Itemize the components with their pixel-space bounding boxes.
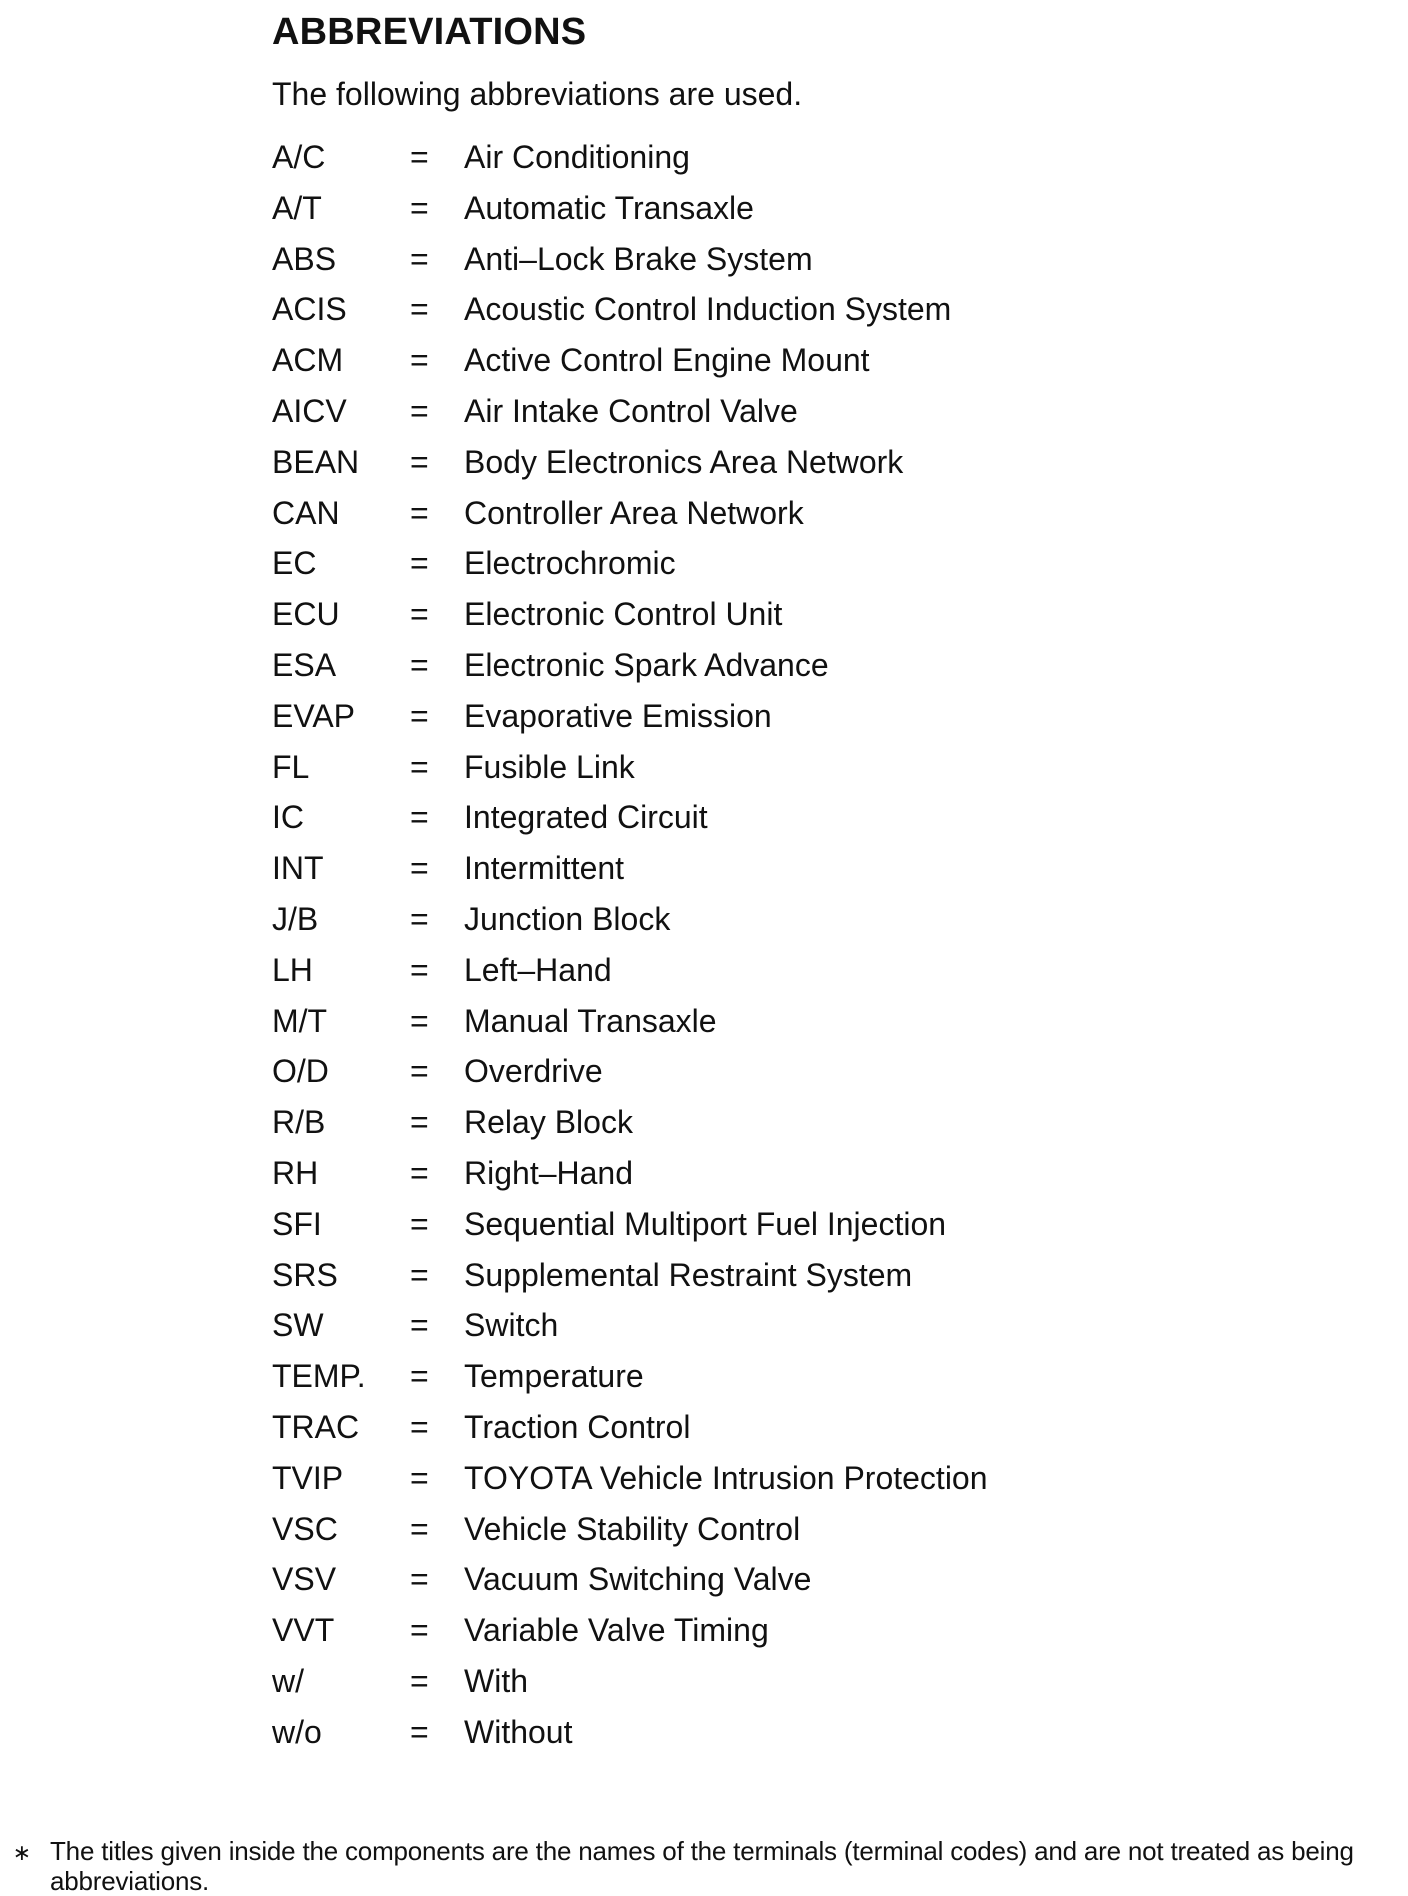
abbreviation-meaning: Manual Transaxle: [464, 1002, 717, 1039]
abbreviation-row: [272, 691, 1152, 742]
equals-sign: =: [410, 1053, 429, 1090]
equals-sign: =: [410, 1612, 429, 1649]
equals-sign: =: [410, 1510, 429, 1547]
abbreviation-meaning: Controller Area Network: [464, 494, 804, 531]
abbreviation-term: VSV: [272, 1561, 337, 1598]
abbreviation-meaning: Air Conditioning: [464, 139, 690, 175]
equals-sign: =: [410, 240, 429, 277]
abbreviation-meaning: Air Intake Control Valve: [464, 392, 798, 429]
abbreviation-term: EC: [272, 545, 317, 582]
abbreviation-term: SRS: [272, 1256, 338, 1293]
abbreviation-row: [272, 894, 1152, 945]
abbreviation-row: [272, 284, 1152, 335]
abbreviation-meaning: Electrochromic: [464, 545, 676, 582]
abbreviation-row: [272, 234, 1152, 285]
abbreviation-row: [272, 1046, 1152, 1097]
abbreviation-term: SW: [272, 1307, 324, 1344]
equals-sign: =: [410, 951, 429, 988]
asterisk-icon: ∗: [12, 1840, 32, 1865]
abbreviation-term: AICV: [272, 392, 347, 429]
abbreviation-row: [272, 386, 1152, 437]
abbreviation-row: [272, 1097, 1152, 1148]
abbreviation-meaning: Variable Valve Timing: [464, 1612, 769, 1649]
abbreviation-meaning: Traction Control: [464, 1408, 691, 1445]
abbreviation-meaning: Active Control Engine Mount: [464, 342, 870, 379]
abbreviation-row: [272, 1300, 1152, 1351]
abbreviation-term: R/B: [272, 1104, 326, 1141]
abbreviation-term: FL: [272, 748, 310, 785]
abbreviation-term: SFI: [272, 1205, 322, 1242]
abbreviation-term: EVAP: [272, 697, 355, 734]
abbreviation-term: ABS: [272, 240, 337, 277]
abbreviation-meaning: Anti–Lock Brake System: [464, 240, 813, 277]
abbreviation-row: [272, 1351, 1152, 1402]
equals-sign: =: [410, 494, 429, 531]
equals-sign: =: [410, 545, 429, 582]
abbreviation-meaning: Body Electronics Area Network: [464, 443, 904, 480]
abbreviation-row: [272, 1707, 1152, 1758]
abbreviation-meaning: Right–Hand: [464, 1154, 633, 1191]
abbreviation-term: A/C: [272, 139, 326, 175]
equals-sign: =: [410, 1205, 429, 1242]
equals-sign: =: [410, 596, 429, 633]
equals-sign: =: [410, 443, 429, 480]
equals-sign: =: [410, 189, 429, 226]
abbreviation-meaning: Automatic Transaxle: [464, 189, 754, 226]
equals-sign: =: [410, 1408, 429, 1445]
abbreviation-term: RH: [272, 1154, 319, 1191]
abbreviation-meaning: Intermittent: [464, 850, 625, 887]
equals-sign: =: [410, 900, 429, 937]
equals-sign: =: [410, 697, 429, 734]
abbreviation-row: [272, 488, 1152, 539]
equals-sign: =: [410, 1358, 429, 1395]
abbreviation-term: A/T: [272, 189, 322, 226]
abbreviation-term: TEMP.: [272, 1358, 366, 1395]
abbreviation-term: CAN: [272, 494, 340, 531]
abbreviation-meaning: Without: [464, 1713, 573, 1750]
equals-sign: =: [410, 748, 429, 785]
equals-sign: =: [410, 342, 429, 379]
abbreviation-meaning: Electronic Spark Advance: [464, 646, 829, 683]
abbreviation-row: [272, 1605, 1152, 1656]
equals-sign: =: [410, 1459, 429, 1496]
abbreviation-list: [272, 132, 1152, 1758]
abbreviation-meaning: Sequential Multiport Fuel Injection: [464, 1205, 947, 1242]
equals-sign: =: [410, 139, 429, 175]
abbreviation-row: [272, 1453, 1152, 1504]
abbreviation-term: VSC: [272, 1510, 338, 1547]
equals-sign: =: [410, 850, 429, 887]
abbreviation-meaning: Overdrive: [464, 1053, 603, 1090]
abbreviation-meaning: Electronic Control Unit: [464, 596, 783, 633]
page-title: ABBREVIATIONS: [272, 11, 587, 53]
abbreviation-meaning: Vacuum Switching Valve: [464, 1561, 812, 1598]
abbreviation-meaning: Supplemental Restraint System: [464, 1256, 913, 1293]
intro-text: The following abbreviations are used.: [272, 76, 803, 112]
abbreviation-meaning: Left–Hand: [464, 951, 612, 988]
equals-sign: =: [410, 1002, 429, 1039]
abbreviation-meaning: Acoustic Control Induction System: [464, 291, 952, 328]
abbreviation-row: [272, 1504, 1152, 1555]
abbreviation-row: [272, 1250, 1152, 1301]
abbreviation-row: [272, 792, 1152, 843]
abbreviation-row: [272, 1656, 1152, 1707]
abbreviation-row: [272, 1554, 1152, 1605]
abbreviation-term: ACM: [272, 342, 344, 379]
abbreviation-term: ECU: [272, 596, 340, 633]
abbreviation-meaning: Fusible Link: [464, 748, 635, 785]
abbreviation-meaning: Temperature: [464, 1358, 644, 1395]
abbreviation-row: [272, 589, 1152, 640]
footnote-text: The titles given inside the components are the names of the terminals (terminal codes) and are not treated as being abbreviations.: [50, 1836, 1354, 1896]
equals-sign: =: [410, 646, 429, 683]
abbreviation-term: ESA: [272, 646, 337, 683]
abbreviation-meaning: Vehicle Stability Control: [464, 1510, 801, 1547]
abbreviation-row: [272, 437, 1152, 488]
abbreviation-meaning: With: [464, 1662, 528, 1699]
abbreviation-row: [272, 945, 1152, 996]
abbreviation-row: [272, 1148, 1152, 1199]
abbreviation-term: TRAC: [272, 1408, 360, 1445]
equals-sign: =: [410, 1154, 429, 1191]
abbreviation-row: [272, 742, 1152, 793]
abbreviation-row: [272, 843, 1152, 894]
equals-sign: =: [410, 799, 429, 836]
abbreviation-meaning: Junction Block: [464, 900, 671, 937]
equals-sign: =: [410, 392, 429, 429]
abbreviation-row: [272, 996, 1152, 1047]
abbreviation-term: w/: [272, 1662, 304, 1699]
abbreviation-meaning: Evaporative Emission: [464, 697, 772, 734]
abbreviation-row: [272, 1199, 1152, 1250]
abbreviation-term: w/o: [272, 1713, 322, 1750]
equals-sign: =: [410, 1713, 429, 1750]
abbreviation-meaning: Relay Block: [464, 1104, 633, 1141]
abbreviation-row: [272, 538, 1152, 589]
abbreviation-term: BEAN: [272, 443, 360, 480]
abbreviation-row: [272, 183, 1152, 234]
equals-sign: =: [410, 1307, 429, 1344]
abbreviation-term: VVT: [272, 1612, 335, 1649]
abbreviation-term: O/D: [272, 1053, 329, 1090]
abbreviation-term: M/T: [272, 1002, 328, 1039]
abbreviation-meaning: Switch: [464, 1307, 559, 1344]
abbreviation-term: IC: [272, 799, 304, 836]
equals-sign: =: [410, 1256, 429, 1293]
abbreviation-term: ACIS: [272, 291, 347, 328]
equals-sign: =: [410, 1104, 429, 1141]
abbreviation-row: [272, 132, 1152, 183]
abbreviation-term: TVIP: [272, 1459, 344, 1496]
abbreviation-term: LH: [272, 951, 313, 988]
equals-sign: =: [410, 1662, 429, 1699]
abbreviation-row: [272, 640, 1152, 691]
abbreviation-meaning: TOYOTA Vehicle Intrusion Protection: [464, 1459, 988, 1496]
equals-sign: =: [410, 1561, 429, 1598]
abbreviation-meaning: Integrated Circuit: [464, 799, 708, 836]
equals-sign: =: [410, 291, 429, 328]
abbreviation-row: [272, 335, 1152, 386]
abbreviation-term: INT: [272, 850, 324, 887]
abbreviation-term: J/B: [272, 900, 319, 937]
abbreviation-row: [272, 1402, 1152, 1453]
